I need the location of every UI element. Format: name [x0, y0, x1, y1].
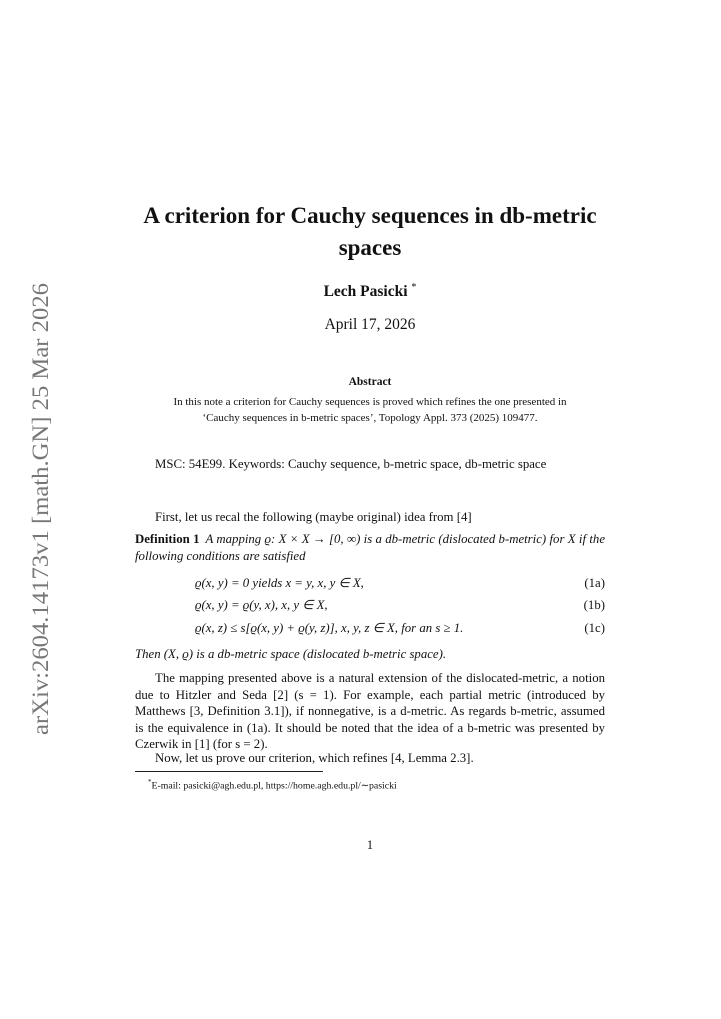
equation-1b	[195, 598, 605, 616]
equation-text: ϱ(x, z) ≤ s[ϱ(x, y) + ϱ(y, z)], x, y, z ∈ X, for an s ≥ 1.	[195, 621, 464, 635]
definition-conclusion: Then (X, ϱ) is a db-metric space (dislocated b-metric space).	[135, 647, 447, 661]
equation-number: (1a)	[584, 576, 605, 590]
arxiv-stamp	[8, 280, 68, 740]
equation-1c	[195, 621, 605, 639]
equation-1a	[195, 576, 605, 594]
intro-paragraph: First, let us recal the following (maybe original) idea from [4]	[155, 510, 472, 524]
paper-date: April 17, 2026	[324, 316, 416, 333]
body-paragraph: The mapping presented above is a natural extension of the dislocated-metric, a notion due to Hitzler and Seda [2] (s = 1). For example, each partial metric (introduced by Matthews [3, Definition 3.1]), if nonnegative, is a d-metric. As regards b-metric, assumed is the equivalence in (1a). It should be noted that the idea of a b-metric was presented by Czerwik in [1] (for s = 2).	[135, 671, 605, 751]
author-name: Lech Pasicki	[323, 283, 408, 301]
keywords-paragraph: MSC: 54E99. Keywords: Cauchy sequence, b-metric space, db-metric space	[155, 457, 547, 471]
definition-label: Definition 1	[135, 532, 200, 546]
definition-text: A mapping ϱ: X × X → [0, ∞) is a db-metric (dislocated b-metric) for X if the following conditions are satisfied	[135, 532, 605, 563]
abstract-heading: Abstract	[348, 376, 392, 388]
footnote	[148, 776, 608, 792]
footnote-rule	[135, 771, 323, 772]
paper-title: A criterion for Cauchy sequences in db-metric spaces	[143, 203, 597, 260]
footnote-text: E-mail: pasicki@agh.edu.pl, https://home.agh.edu.pl/∼pasicki	[151, 780, 397, 792]
author-footnote-mark: *	[411, 282, 417, 293]
arxiv-stamp-text: arXiv:2604.14173v1 [math.GN] 25 Mar 2026	[28, 313, 53, 735]
criterion-intro-paragraph: Now, let us prove our criterion, which refines [4, Lemma 2.3].	[155, 751, 474, 765]
author-line	[110, 282, 630, 301]
page-number: 1	[366, 838, 374, 852]
abstract-body: In this note a criterion for Cauchy sequences is proved which refines the one presented in ‘Cauchy sequences in b-metric spaces’, Topology Appl. 373 (2025) 109477.	[173, 396, 567, 424]
footnote-mark: *	[148, 778, 152, 786]
equation-text: ϱ(x, y) = 0 yields x = y, x, y ∈ X,	[195, 576, 364, 590]
equation-number: (1c)	[584, 621, 605, 635]
equation-text: ϱ(x, y) = ϱ(y, x), x, y ∈ X,	[195, 598, 328, 612]
definition-block	[135, 531, 605, 564]
equation-number: (1b)	[583, 598, 605, 612]
